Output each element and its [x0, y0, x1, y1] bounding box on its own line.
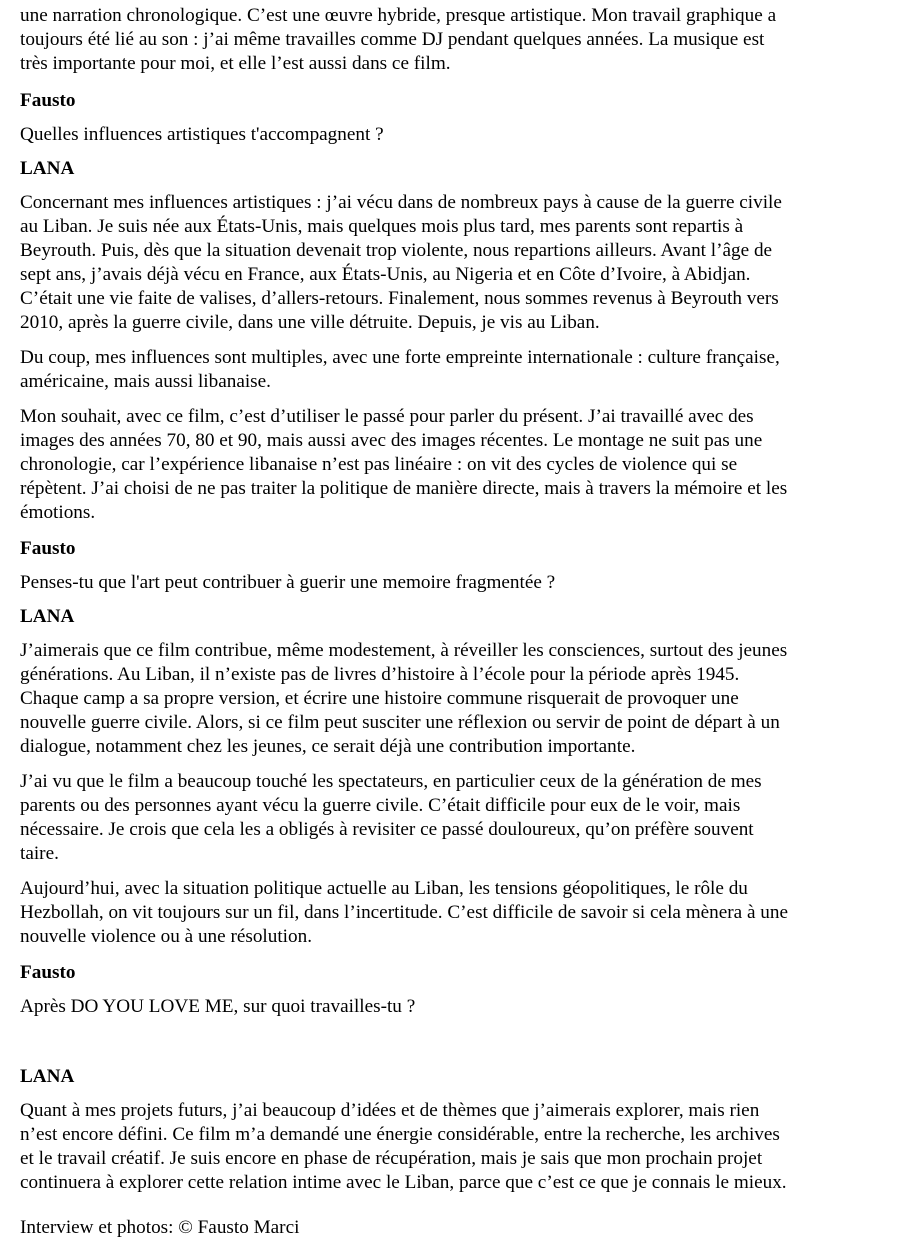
answer-paragraph: Quant à mes projets futurs, j’ai beaucoup d’idées et de thèmes que j’aimerais explorer, mais rien n’est encore défini. Ce film m’a demandé une énergie considérable, entre la recherche, les archives et le travail créatif. Je suis encore en phase de récupération, mais je sais que mon prochain projet continuera à explorer cette relation intime avec le Liban, parce que c’est ce que je connais le mieux. [20, 1100, 787, 1193]
answer-paragraph: Mon souhait, avec ce film, c’est d’utiliser le passé pour parler du présent. J’ai travaillé avec des images des années 70, 80 et 90, mais aussi avec des images récentes. Le montage ne suit pas une chronologie, car l’expérience libanaise n’est pas linéaire : on vit des cycles de violence qui se répètent. J’ai choisi de ne pas traiter la politique de manière directe, mais à travers la mémoire et les émotions. [20, 406, 788, 523]
question-paragraph: Après DO YOU LOVE ME, sur quoi travailles-tu ? [20, 996, 416, 1017]
answer-paragraph: Concernant mes influences artistiques : j’ai vécu dans de nombreux pays à cause de la guerre civile au Liban. Je suis née aux États-Unis, mais quelques mois plus tard, mes parents sont repartis à Beyrouth. Puis, dès que la situation devenait trop violente, nous repartions ailleurs. Avant l’âge de sept ans, j’avais déjà vécu en France, aux États-Unis, au Nigeria et en Côte d’Ivoire, à Abidjan. C’était une vie faite de valises, d’allers-retours. Finalement, nous sommes revenus à Beyrouth vers 2010, après la guerre civile, dans une ville détruite. Depuis, je vis au Liban. [20, 192, 782, 333]
speaker-lana: LANA [20, 158, 75, 179]
speaker-fausto: Fausto [20, 538, 76, 559]
photo-credit: Interview et photos: © Fausto Marci [20, 1217, 300, 1238]
question-paragraph: Quelles influences artistiques t'accompagnent ? [20, 124, 384, 145]
speaker-lana: LANA [20, 606, 75, 627]
answer-paragraph: J’ai vu que le film a beaucoup touché les spectateurs, en particulier ceux de la génération de mes parents ou des personnes ayant vécu la guerre civile. C’était difficile pour eux de le voir, mais nécessaire. Je crois que cela les a obligés à revisiter ce passé douloureux, qu’on préfère souvent taire. [20, 771, 762, 864]
intro-paragraph: une narration chronologique. C’est une œuvre hybride, presque artistique. Mon travail graphique a toujours été lié au son : j’ai même travailles comme DJ pendant quelques années. La musique est très importante pour moi, et elle l’est aussi dans ce film. [20, 5, 777, 74]
speaker-fausto: Fausto [20, 962, 76, 983]
answer-paragraph: Du coup, mes influences sont multiples, avec une forte empreinte internationale : culture française, américaine, mais aussi libanaise. [20, 347, 780, 392]
answer-paragraph: J’aimerais que ce film contribue, même modestement, à réveiller les consciences, surtout des jeunes générations. Au Liban, il n’existe pas de livres d’histoire à l’école pour la période après 1945. Chaque camp a sa propre version, et écrire une histoire commune risquerait de provoquer une nouvelle guerre civile. Alors, si ce film peut susciter une réflexion ou servir de point de départ à un dialogue, notamment chez les jeunes, ce serait déjà une contribution importante. [20, 640, 788, 757]
answer-paragraph: Aujourd’hui, avec la situation politique actuelle au Liban, les tensions géopolitiques, le rôle du Hezbollah, on vit toujours sur un fil, dans l’incertitude. C’est difficile de savoir si cela mènera à une nouvelle violence ou à une résolution. [20, 878, 788, 947]
speaker-fausto: Fausto [20, 90, 76, 111]
speaker-lana: LANA [20, 1066, 75, 1087]
question-paragraph: Penses-tu que l'art peut contribuer à guerir une memoire fragmentée ? [20, 572, 556, 593]
